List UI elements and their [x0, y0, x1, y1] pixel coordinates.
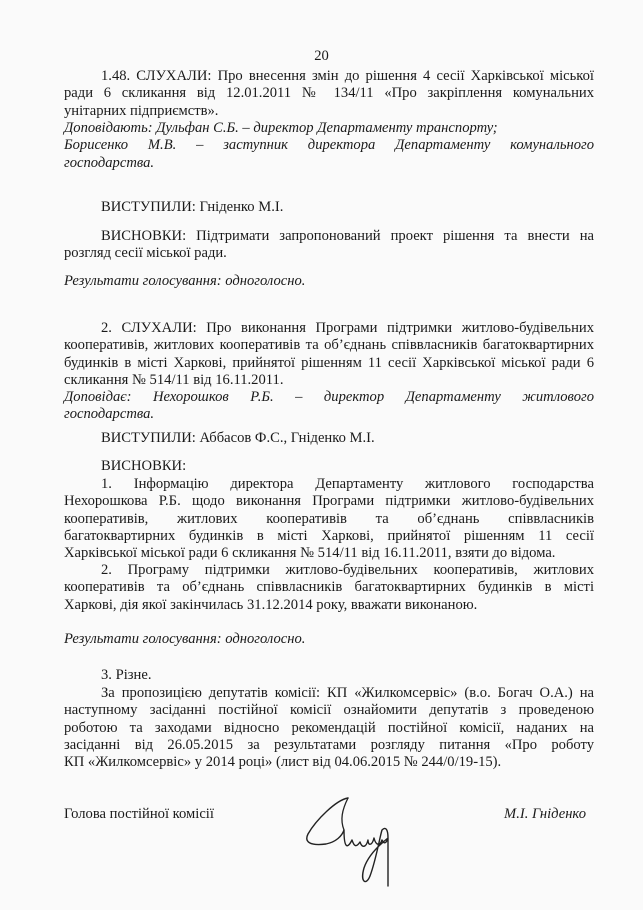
- text-line: 1. Інформацію директора Департаменту житлового господарства: [101, 476, 594, 492]
- spoke-text: ВИСТУПИЛИ: Гніденко М.І.: [101, 199, 284, 215]
- item-2-spoke: [64, 430, 594, 447]
- text-line: Харківської міської ради 6 скликання № 514/11 від 16.11.2011, взяти до відома.: [64, 545, 556, 562]
- text-line: 1.48. СЛУХАЛИ: Про внесення змін до рішення 4 сесії Харківської міської: [101, 68, 594, 84]
- item-2-conclusion-2: [64, 562, 594, 614]
- item-2-conclusion-title: [64, 458, 594, 475]
- speaker-line: Борисенко М.В. – заступник директора Департаменту комунального: [64, 137, 594, 154]
- text-line: Харкові, дія якої закінчилась 31.12.2014 року, вважати виконаною.: [64, 596, 478, 613]
- speaker-line: господарства.: [64, 154, 155, 171]
- item-1-48-heard: [64, 68, 594, 120]
- speaker-line: Доповідає: Нехорошков Р.Б. – директор Департаменту житлового: [64, 389, 594, 405]
- vote-result: Результати голосування: одноголосно.: [64, 273, 306, 289]
- text-line: засіданні від 26.05.2015 за результатами розгляду питання «Про роботу: [64, 736, 594, 753]
- text-line: будинків в місті Харкові, прийнятої рішенням 11 сесії Харківської міської ради 6: [64, 354, 594, 371]
- item-1-48-conclusion: [64, 228, 594, 263]
- item-2-speakers: [64, 389, 594, 424]
- item-1-48-vote: [64, 273, 594, 290]
- text-line: кооперативів, житлових кооперативів та об’єднань співвласників: [64, 510, 594, 527]
- speaker-line: господарства.: [64, 406, 155, 423]
- signer-name: М.І. Гніденко: [504, 806, 586, 822]
- speaker-line: Доповідають: Дульфан С.Б. – директор Департаменту транспорту;: [64, 120, 498, 136]
- item-2-vote: [64, 631, 594, 648]
- text-line: КП «Жилкомсервіс» у 2014 році» (лист від 04.06.2015 № 244/0/19-15).: [64, 754, 502, 771]
- text-line: ради 6 скликання від 12.01.2011 № 134/11 «Про закріплення комунальних: [64, 85, 594, 102]
- page-number: 20: [314, 48, 329, 64]
- vote-result: Результати голосування: одноголосно.: [64, 631, 306, 647]
- text-line: унітарних підприємств».: [64, 102, 219, 119]
- item-2-heard: [64, 320, 594, 389]
- item-3-title: [64, 667, 594, 684]
- text-line: Нехорошкова Р.Б. щодо виконання Програми підтримки житлово-будівельних: [64, 493, 594, 510]
- text-line: кооперативів та об’єднань співвласників багатоквартирних будинків в місті: [64, 579, 594, 596]
- text-line: 2. СЛУХАЛИ: Про виконання Програми підтримки житлово-будівельних: [101, 320, 594, 336]
- text-line: кооперативів, житлових кооперативів та об’єднань співвласників багатоквартирних: [64, 337, 594, 354]
- text-line: скликання № 514/11 від 16.11.2011.: [64, 371, 284, 388]
- spoke-text: ВИСТУПИЛИ: Аббасов Ф.С., Гніденко М.І.: [101, 430, 375, 446]
- item-1-48-spoke: [64, 199, 594, 216]
- item-1-48-speakers: [64, 120, 594, 172]
- text-line: За пропозицією депутатів комісії: КП «Жилкомсервіс» (в.о. Богач О.А.) на: [101, 685, 594, 701]
- item-3-body: [64, 685, 594, 771]
- text-line: наступному засіданні постійної комісії ознайомити депутатів з проведеною: [64, 702, 594, 719]
- text-line: розгляд сесії міської ради.: [64, 245, 227, 262]
- text-line: багатоквартирних будинків в місті Харкові, прийнятої рішенням 11 сесії: [64, 527, 594, 544]
- section-title: 3. Різне.: [101, 667, 152, 683]
- text-line: 2. Програму підтримки житлово-будівельних кооперативів, житлових: [101, 562, 594, 578]
- handwritten-signature: [296, 790, 416, 890]
- conclusion-title: ВИСНОВКИ:: [101, 458, 187, 474]
- signer-position: Голова постійної комісії: [64, 806, 214, 822]
- item-2-conclusion-1: [64, 476, 594, 562]
- text-line: ВИСНОВКИ: Підтримати запропонований проект рішення та внести на: [101, 228, 594, 244]
- text-line: роботою та заходами відносно рекомендацій постійної комісії, наданих на: [64, 719, 594, 736]
